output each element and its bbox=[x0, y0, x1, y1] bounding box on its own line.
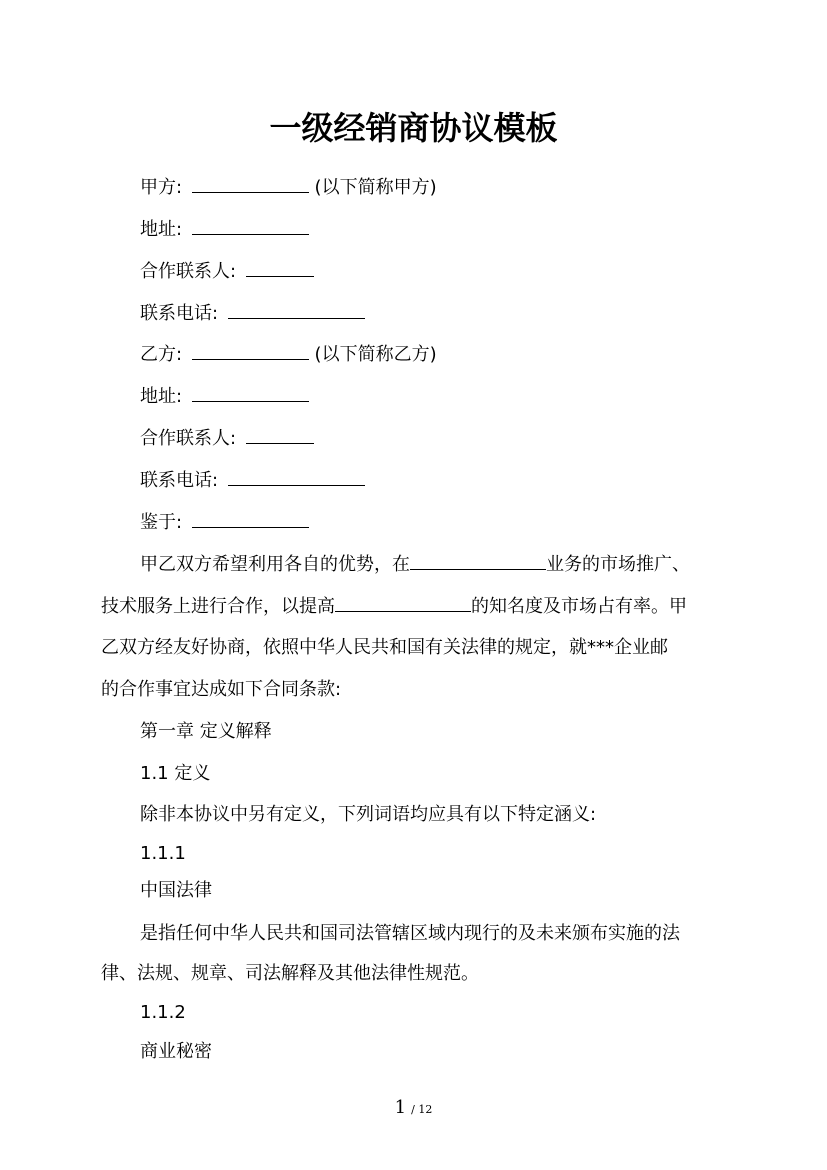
party-a-contact-label: 合作联系人: bbox=[140, 261, 237, 282]
party-b-label: 乙方: bbox=[140, 344, 183, 365]
intro-text-2a: 技术服务上进行合作，以提高 bbox=[101, 596, 335, 617]
party-b-address-line bbox=[140, 385, 309, 409]
party-b-blank[interactable] bbox=[192, 343, 309, 360]
intro-line-3: 乙双方经友好协商，依照中华人民共和国有关法律的规定，就***企业邮 bbox=[101, 637, 668, 658]
intro-text-1b: 业务的市场推广、 bbox=[546, 554, 690, 575]
section-1-1-2-number: 1.1.2 bbox=[140, 1002, 186, 1023]
party-a-suffix: (以下简称甲方) bbox=[314, 177, 437, 198]
party-a-phone-line bbox=[140, 302, 365, 326]
intro-line-4: 的合作事宜达成如下合同条款: bbox=[101, 679, 342, 700]
total-pages: / 12 bbox=[411, 1103, 433, 1116]
party-a-contact-blank[interactable] bbox=[246, 260, 314, 277]
party-b-line bbox=[140, 343, 437, 367]
trade-secret-term: 商业秘密 bbox=[140, 1041, 212, 1062]
page-number bbox=[0, 1097, 827, 1118]
section-1-1-number: 1.1 bbox=[140, 763, 169, 784]
china-law-definition-1: 是指任何中华人民共和国司法管辖区域内现行的及未来颁布实施的法 bbox=[140, 923, 680, 944]
party-a-address-label: 地址: bbox=[140, 219, 183, 240]
party-b-phone-label: 联系电话: bbox=[140, 470, 219, 491]
intro-line-1 bbox=[140, 553, 690, 577]
chapter-1-heading: 第一章 定义解释 bbox=[140, 721, 272, 742]
party-b-address-label: 地址: bbox=[140, 386, 183, 407]
document-title: 一级经销商协议模板 bbox=[269, 109, 558, 147]
party-b-address-blank[interactable] bbox=[192, 385, 309, 402]
party-b-contact-blank[interactable] bbox=[246, 427, 314, 444]
party-a-address-line bbox=[140, 218, 309, 242]
intro-text-1a: 甲乙双方希望利用各自的优势，在 bbox=[140, 554, 410, 575]
party-b-phone-line bbox=[140, 469, 365, 493]
current-page: 1 bbox=[394, 1097, 407, 1118]
intro-text-2b: 的知名度及市场占有率。甲 bbox=[471, 596, 687, 617]
intro-line-2 bbox=[101, 595, 687, 619]
party-a-contact-line bbox=[140, 260, 314, 284]
intro-brand-blank[interactable] bbox=[335, 595, 471, 612]
section-1-1-heading bbox=[140, 762, 210, 786]
china-law-term: 中国法律 bbox=[140, 880, 212, 901]
section-1-1-title: 定义 bbox=[174, 763, 211, 784]
party-b-contact-line bbox=[140, 427, 314, 451]
party-b-suffix: (以下简称乙方) bbox=[314, 344, 437, 365]
whereas-blank[interactable] bbox=[192, 511, 309, 528]
section-1-1-1-number: 1.1.1 bbox=[140, 843, 186, 864]
party-a-label: 甲方: bbox=[140, 177, 183, 198]
whereas-line bbox=[140, 511, 309, 535]
party-a-blank[interactable] bbox=[192, 176, 309, 193]
section-1-1-text: 除非本协议中另有定义，下列词语均应具有以下特定涵义: bbox=[140, 804, 597, 825]
whereas-label: 鉴于: bbox=[140, 512, 183, 533]
party-a-phone-label: 联系电话: bbox=[140, 303, 219, 324]
china-law-definition-2: 律、法规、规章、司法解释及其他法律性规范。 bbox=[101, 963, 479, 984]
party-a-line bbox=[140, 176, 437, 200]
intro-business-blank[interactable] bbox=[410, 553, 546, 570]
party-b-phone-blank[interactable] bbox=[228, 469, 365, 486]
party-b-contact-label: 合作联系人: bbox=[140, 428, 237, 449]
party-a-phone-blank[interactable] bbox=[228, 302, 365, 319]
party-a-address-blank[interactable] bbox=[192, 218, 309, 235]
